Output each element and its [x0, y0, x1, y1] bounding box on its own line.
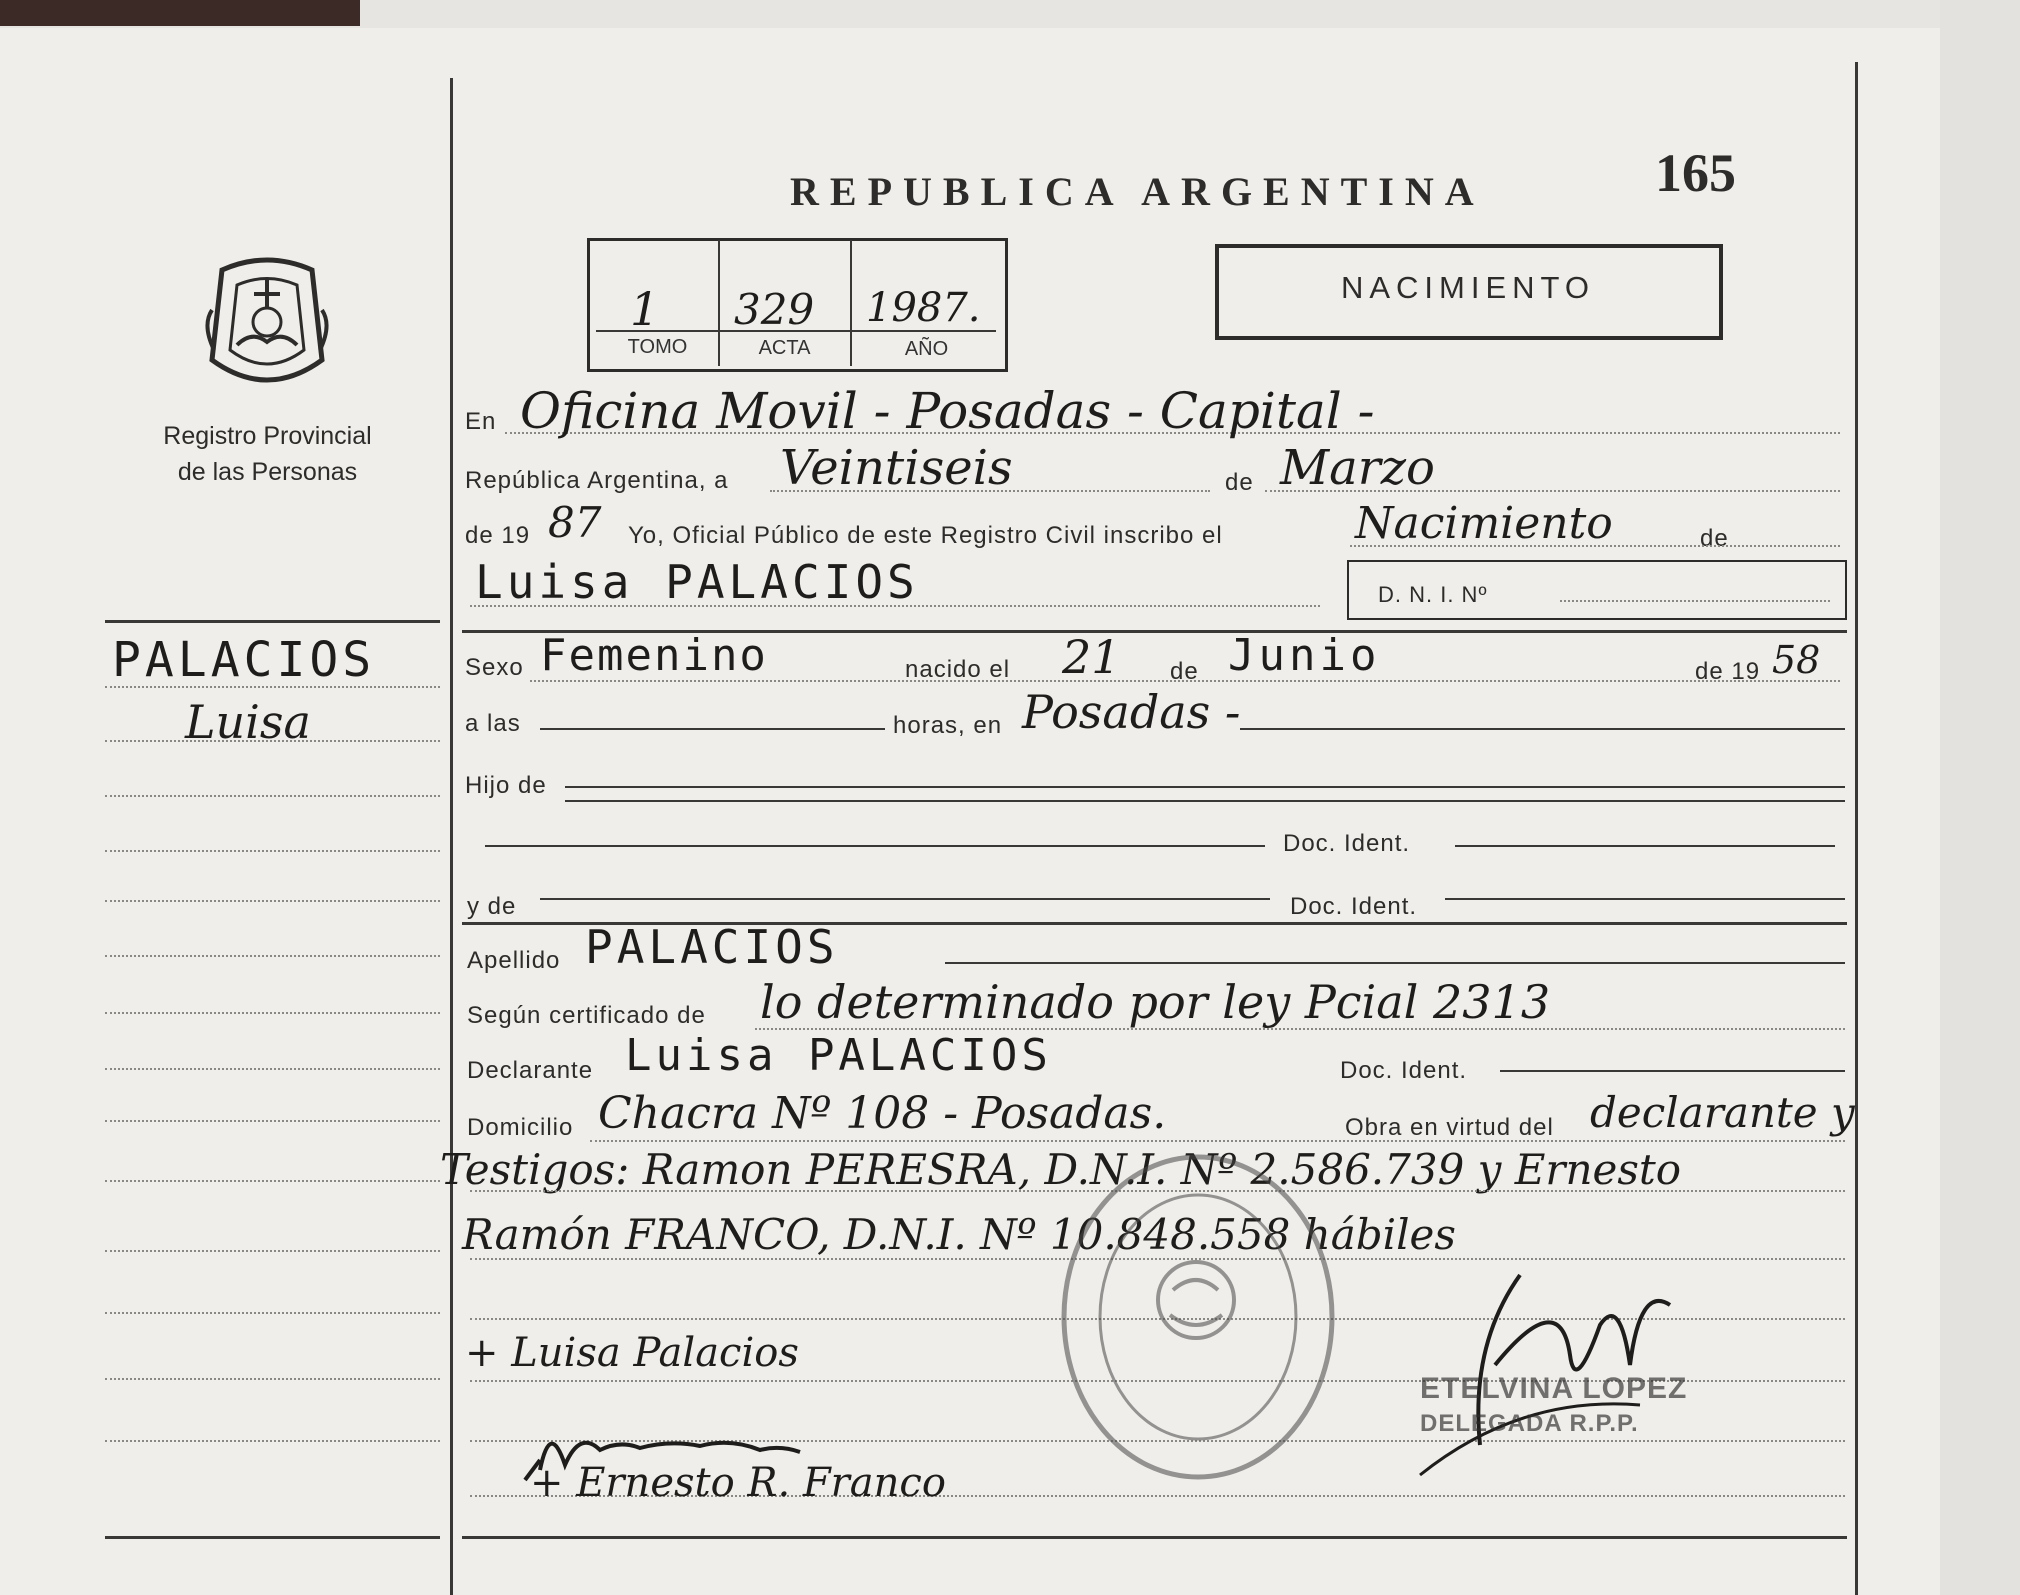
declarante-label: Declarante — [467, 1057, 594, 1084]
margin-surname: PALACIOS — [112, 632, 376, 688]
obra-label: Obra en virtud del — [1345, 1114, 1554, 1141]
registry-line-1: Registro Provincial — [163, 422, 372, 450]
bottom-rule — [462, 1536, 1847, 1539]
hour-line — [540, 728, 885, 730]
republica-label: República Argentina, a — [465, 467, 729, 494]
anio-label: AÑO — [904, 338, 949, 360]
registry-line-2: de las Personas — [177, 458, 358, 486]
a-las-label: a las — [465, 710, 521, 737]
margin-dots-9 — [105, 1120, 440, 1122]
mother-doc-line — [1445, 898, 1845, 900]
domicilio-line — [590, 1140, 1845, 1142]
acta-label: ACTA — [758, 337, 811, 359]
apellido-label: Apellido — [467, 947, 561, 974]
nacido-label: nacido el — [905, 656, 1011, 683]
doc-ident-label-2: Doc. Ident. — [1290, 893, 1418, 920]
year-prefix: de 19 — [465, 522, 531, 549]
official-stamp — [1058, 1150, 1338, 1485]
reference-divider-2 — [850, 240, 852, 366]
oficial-text: Yo, Oficial Público de este Registro Civil inscribo el — [628, 522, 1223, 549]
apellido-value: PALACIOS — [585, 920, 839, 974]
month-value: Marzo — [1280, 440, 1435, 496]
hijo-line-2 — [565, 800, 1845, 802]
birth-de-label: de — [1170, 658, 1199, 685]
birth-day: 21 — [1062, 630, 1121, 684]
father-doc-line — [1455, 845, 1835, 847]
acta-value: 329 — [734, 285, 815, 334]
dni-label: D. N. I. Nº — [1378, 582, 1488, 607]
testigos-line-1: Testigos: Ramon PERESRA, D.N.I. Nº 2.586.739 y Ernesto — [440, 1145, 1682, 1194]
margin-given-name: Luisa — [185, 695, 311, 749]
segun-value: lo determinado por ley Pcial 2313 — [760, 975, 1551, 1029]
de-label-2: de — [1700, 525, 1729, 552]
act-line — [1350, 545, 1840, 547]
margin-top-rule — [105, 620, 440, 623]
signature-ernesto: + Ernesto R. Franco — [530, 1460, 946, 1506]
domicilio-value: Chacra Nº 108 - Posadas. — [598, 1088, 1167, 1139]
provincial-seal-logo — [192, 250, 342, 400]
margin-dots-12 — [105, 1312, 440, 1314]
sexo-label: Sexo — [465, 654, 524, 681]
horas-label: horas, en — [893, 712, 1003, 739]
doc-ident-label: Doc. Ident. — [1283, 830, 1411, 857]
hijo-line — [565, 786, 1845, 788]
background-corner — [0, 0, 360, 26]
background-right — [1940, 0, 2020, 1595]
testigos-line-2: Ramón FRANCO, D.N.I. Nº 10.848.558 hábiles — [462, 1210, 1456, 1259]
en-label: En — [465, 408, 497, 435]
y-de-label: y de — [467, 893, 517, 920]
margin-dots-8 — [105, 1068, 440, 1070]
margin-bottom-rule — [105, 1536, 440, 1539]
margin-dots-13 — [105, 1378, 440, 1380]
margin-dots-10 — [105, 1180, 440, 1182]
apellido-line — [945, 962, 1845, 964]
place-line — [1240, 728, 1845, 730]
margin-dots-5 — [105, 900, 440, 902]
right-border-rule — [1855, 62, 1858, 1595]
official-title: DELEGADA R.P.P. — [1420, 1410, 1639, 1437]
dni-line — [1560, 600, 1830, 602]
year-value: 87 — [548, 498, 602, 547]
page-number: 165 — [1655, 143, 1736, 203]
official-name: ETELVINA LOPEZ — [1420, 1372, 1688, 1405]
anio-value: 1987. — [866, 285, 981, 331]
sexo-value: Femenino — [540, 630, 768, 681]
doc-ident-label-3: Doc. Ident. — [1340, 1057, 1468, 1084]
margin-dots-11 — [105, 1250, 440, 1252]
tomo-value: 1 — [630, 282, 660, 336]
margin-dots-6 — [105, 955, 440, 957]
declarante-doc-line — [1500, 1070, 1845, 1072]
father-line — [485, 845, 1265, 847]
tomo-label: TOMO — [627, 336, 688, 358]
birth-year: 58 — [1772, 638, 1821, 682]
de-label: de — [1225, 469, 1254, 496]
person-name: Luisa PALACIOS — [475, 555, 919, 609]
act-type-value: Nacimiento — [1355, 498, 1613, 549]
margin-dots-3 — [105, 795, 440, 797]
margin-dots-4 — [105, 850, 440, 852]
reference-divider-1 — [718, 240, 720, 366]
signature-luisa: + Luisa Palacios — [465, 1330, 799, 1376]
birth-month: Junio — [1228, 630, 1381, 681]
birth-place: Posadas - — [1022, 685, 1241, 739]
country-title: REPUBLICA ARGENTINA — [790, 169, 1485, 214]
segun-label: Según certificado de — [467, 1002, 706, 1029]
declarante-value: Luisa PALACIOS — [625, 1030, 1052, 1081]
person-name-line — [470, 605, 1320, 607]
signature-official — [1400, 1245, 1700, 1485]
obra-value: declarante y — [1590, 1088, 1855, 1137]
sexo-line — [530, 680, 1840, 682]
en-value: Oficina Movil - Posadas - Capital - — [520, 382, 1375, 440]
mother-line — [540, 898, 1270, 900]
record-type: NACIMIENTO — [1340, 270, 1596, 305]
margin-dots-7 — [105, 1012, 440, 1014]
hijo-label: Hijo de — [465, 772, 547, 799]
margin-dots-14 — [105, 1440, 440, 1442]
domicilio-label: Domicilio — [467, 1114, 574, 1141]
registry-label — [120, 418, 415, 490]
day-value: Veintiseis — [780, 440, 1013, 496]
left-column-rule — [450, 78, 453, 1595]
birth-year-prefix: de 19 — [1695, 658, 1761, 685]
